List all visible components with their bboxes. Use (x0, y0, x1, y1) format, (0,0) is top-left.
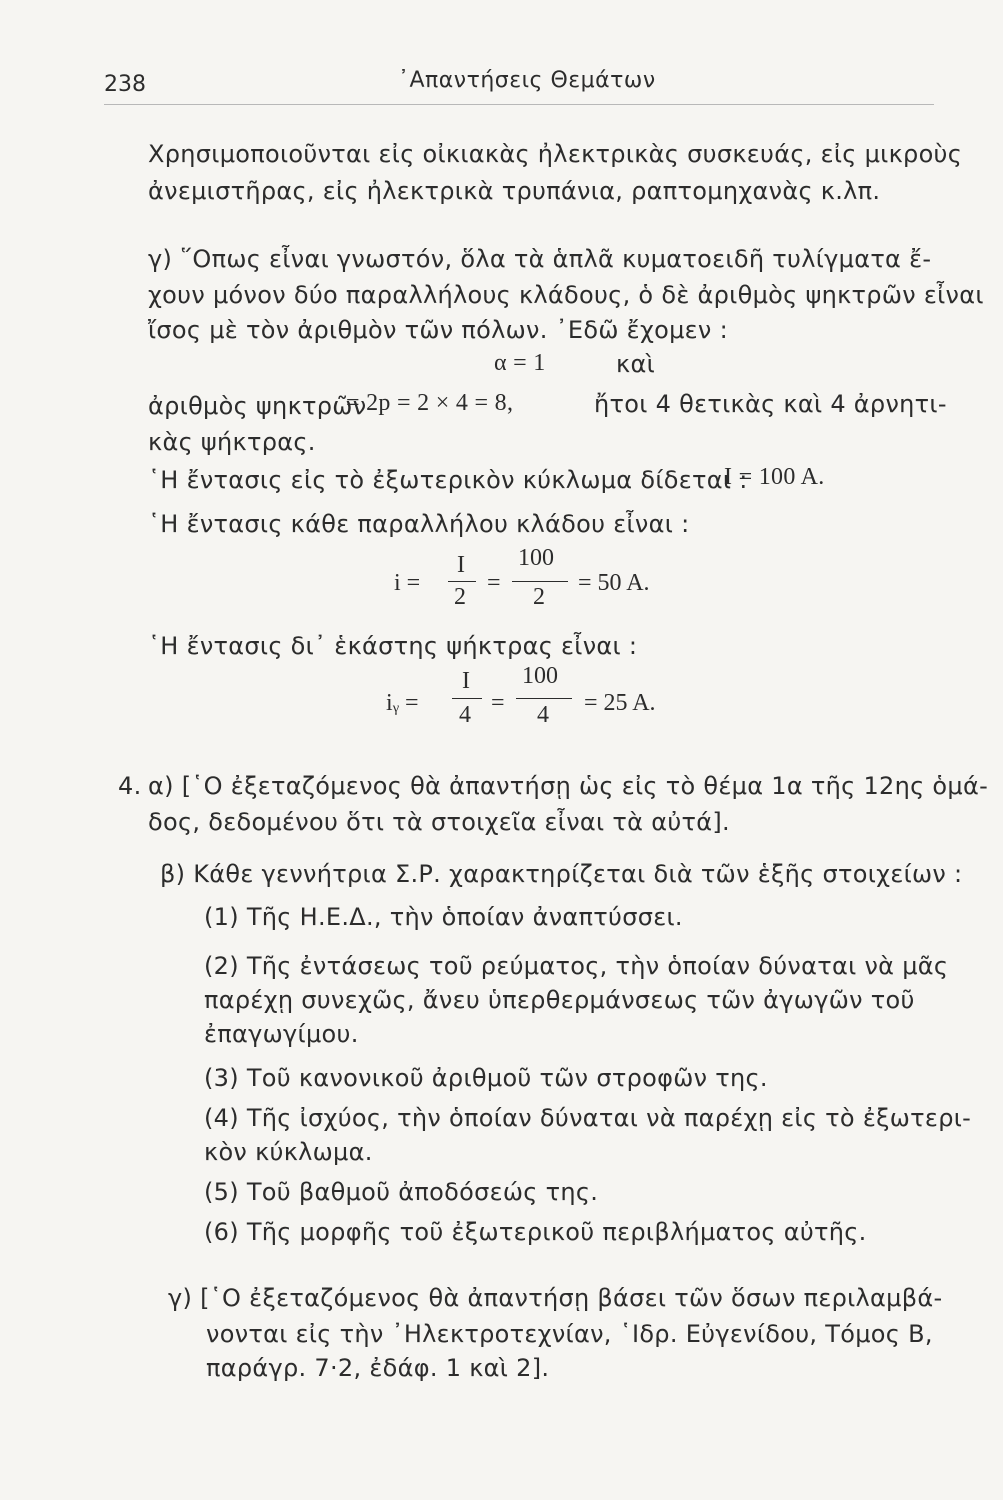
fraction-bar (448, 581, 476, 582)
text-line: κὰς ψήκτρας. (148, 428, 316, 456)
text-line: ῾Η ἔντασις κάθε παραλλήλου κλάδου εἶναι : (148, 510, 690, 538)
item-number: 4. (118, 772, 142, 800)
equation-alpha: α = 1 (494, 350, 546, 376)
formula-lhs: i = (394, 570, 421, 596)
list-item: (1) Τῆς Η.Ε.Δ., τὴν ὁποίαν ἀναπτύσσει. (204, 903, 683, 931)
formula-numerator: 100 (522, 663, 558, 689)
formula-numerator: I (462, 668, 470, 694)
text-line: δος, δεδομένου ὅτι τὰ στοιχεῖα εἶναι τὰ αὐτά]. (148, 808, 730, 836)
formula-denominator: 2 (533, 584, 545, 610)
list-item: (3) Τοῦ κανονικοῦ ἀριθμοῦ τῶν στροφῶν της. (204, 1064, 768, 1092)
text-line: νονται εἰς τὴν ᾿Ηλεκτροτεχνίαν, ῾Ιδρ. Εὐγενίδου, Τόμος Β, (206, 1320, 933, 1348)
formula-lhs: iᵧ = (386, 690, 419, 716)
text-line: παράγρ. 7·2, ἐδάφ. 1 καὶ 2]. (206, 1354, 550, 1382)
text-line: ῾Η ἔντασις εἰς τὸ ἐξωτερικὸν κύκλωμα δίδεται : (148, 466, 748, 494)
formula-equals: = (491, 690, 505, 716)
text-line: ἀνεμιστῆρας, εἰς ἠλεκτρικὰ τρυπάνια, ραπτομηχανὰς κ.λπ. (148, 177, 881, 205)
formula-equals: = (487, 570, 501, 596)
text-line: ἀριθμὸς ψηκτρῶν (148, 392, 367, 420)
equation-brushes: = 2p = 2 × 4 = 8, (346, 390, 514, 416)
list-item: (4) Τῆς ἰσχύος, τὴν ὁποίαν δύναται νὰ παρέχῃ εἰς τὸ ἐξωτερι- (204, 1104, 972, 1132)
formula-denominator: 4 (537, 702, 549, 728)
text-line: χουν μόνον δύο παραλλήλους κλάδους, ὁ δὲ ἀριθμὸς ψηκτρῶν εἶναι (148, 281, 984, 309)
text-line: παρέχῃ συνεχῶς, ἄνευ ὑπερθερμάνσεως τῶν ἀγωγῶν τοῦ (204, 986, 915, 1014)
fraction-bar (452, 698, 482, 699)
formula-result: = 25 A. (584, 690, 656, 716)
equation-current: I = 100 A. (724, 464, 825, 490)
list-item: (2) Τῆς ἐντάσεως τοῦ ρεύματος, τὴν ὁποίαν δύναται νὰ μᾶς (204, 952, 949, 980)
text-line: γ) ῞Οπως εἶναι γνωστόν, ὅλα τὰ ἁπλᾶ κυματοειδῆ τυλίγματα ἔ- (148, 245, 932, 273)
list-item: (5) Τοῦ βαθμοῦ ἀποδόσεώς της. (204, 1178, 599, 1206)
header-rule (104, 104, 934, 105)
formula-result: = 50 A. (578, 570, 650, 596)
running-title: ᾿Απαντήσεις Θεμάτων (398, 68, 656, 93)
text-line: κὸν κύκλωμα. (204, 1138, 373, 1166)
text-line: ἴσος μὲ τὸν ἀριθμὸν τῶν πόλων. ᾿Εδῶ ἔχομεν : (148, 316, 728, 344)
fraction-bar (512, 581, 568, 582)
text-line: καὶ (616, 350, 655, 378)
text-line: ῾Η ἔντασις δι᾿ ἑκάστης ψήκτρας εἶναι : (148, 632, 638, 660)
text-line: γ) [῾Ο ἐξεταζόμενος θὰ ἀπαντήσῃ βάσει τῶν ὅσων περιλαμβά- (168, 1284, 943, 1312)
list-item: (6) Τῆς μορφῆς τοῦ ἐξωτερικοῦ περιβλήματος αὐτῆς. (204, 1218, 867, 1246)
text-line: ἤτοι 4 θετικὰς καὶ 4 ἀρνητι- (594, 390, 947, 418)
page-number: 238 (104, 72, 146, 97)
text-line: β) Κάθε γεννήτρια Σ.Ρ. χαρακτηρίζεται διὰ τῶν ἑξῆς στοιχείων : (160, 860, 963, 888)
text-line: α) [῾Ο ἐξεταζόμενος θὰ ἀπαντήσῃ ὡς εἰς τὸ θέμα 1α τῆς 12ης ὁμά- (148, 772, 989, 800)
formula-denominator: 4 (459, 702, 471, 728)
fraction-bar (516, 698, 572, 699)
formula-numerator: 100 (518, 545, 554, 571)
text-line: ἐπαγωγίμου. (204, 1020, 359, 1048)
formula-denominator: 2 (454, 584, 466, 610)
formula-numerator: I (457, 552, 465, 578)
text-line: Χρησιμοποιοῦνται εἰς οἰκιακὰς ἠλεκτρικὰς συσκευάς, εἰς μικροὺς (148, 140, 963, 168)
